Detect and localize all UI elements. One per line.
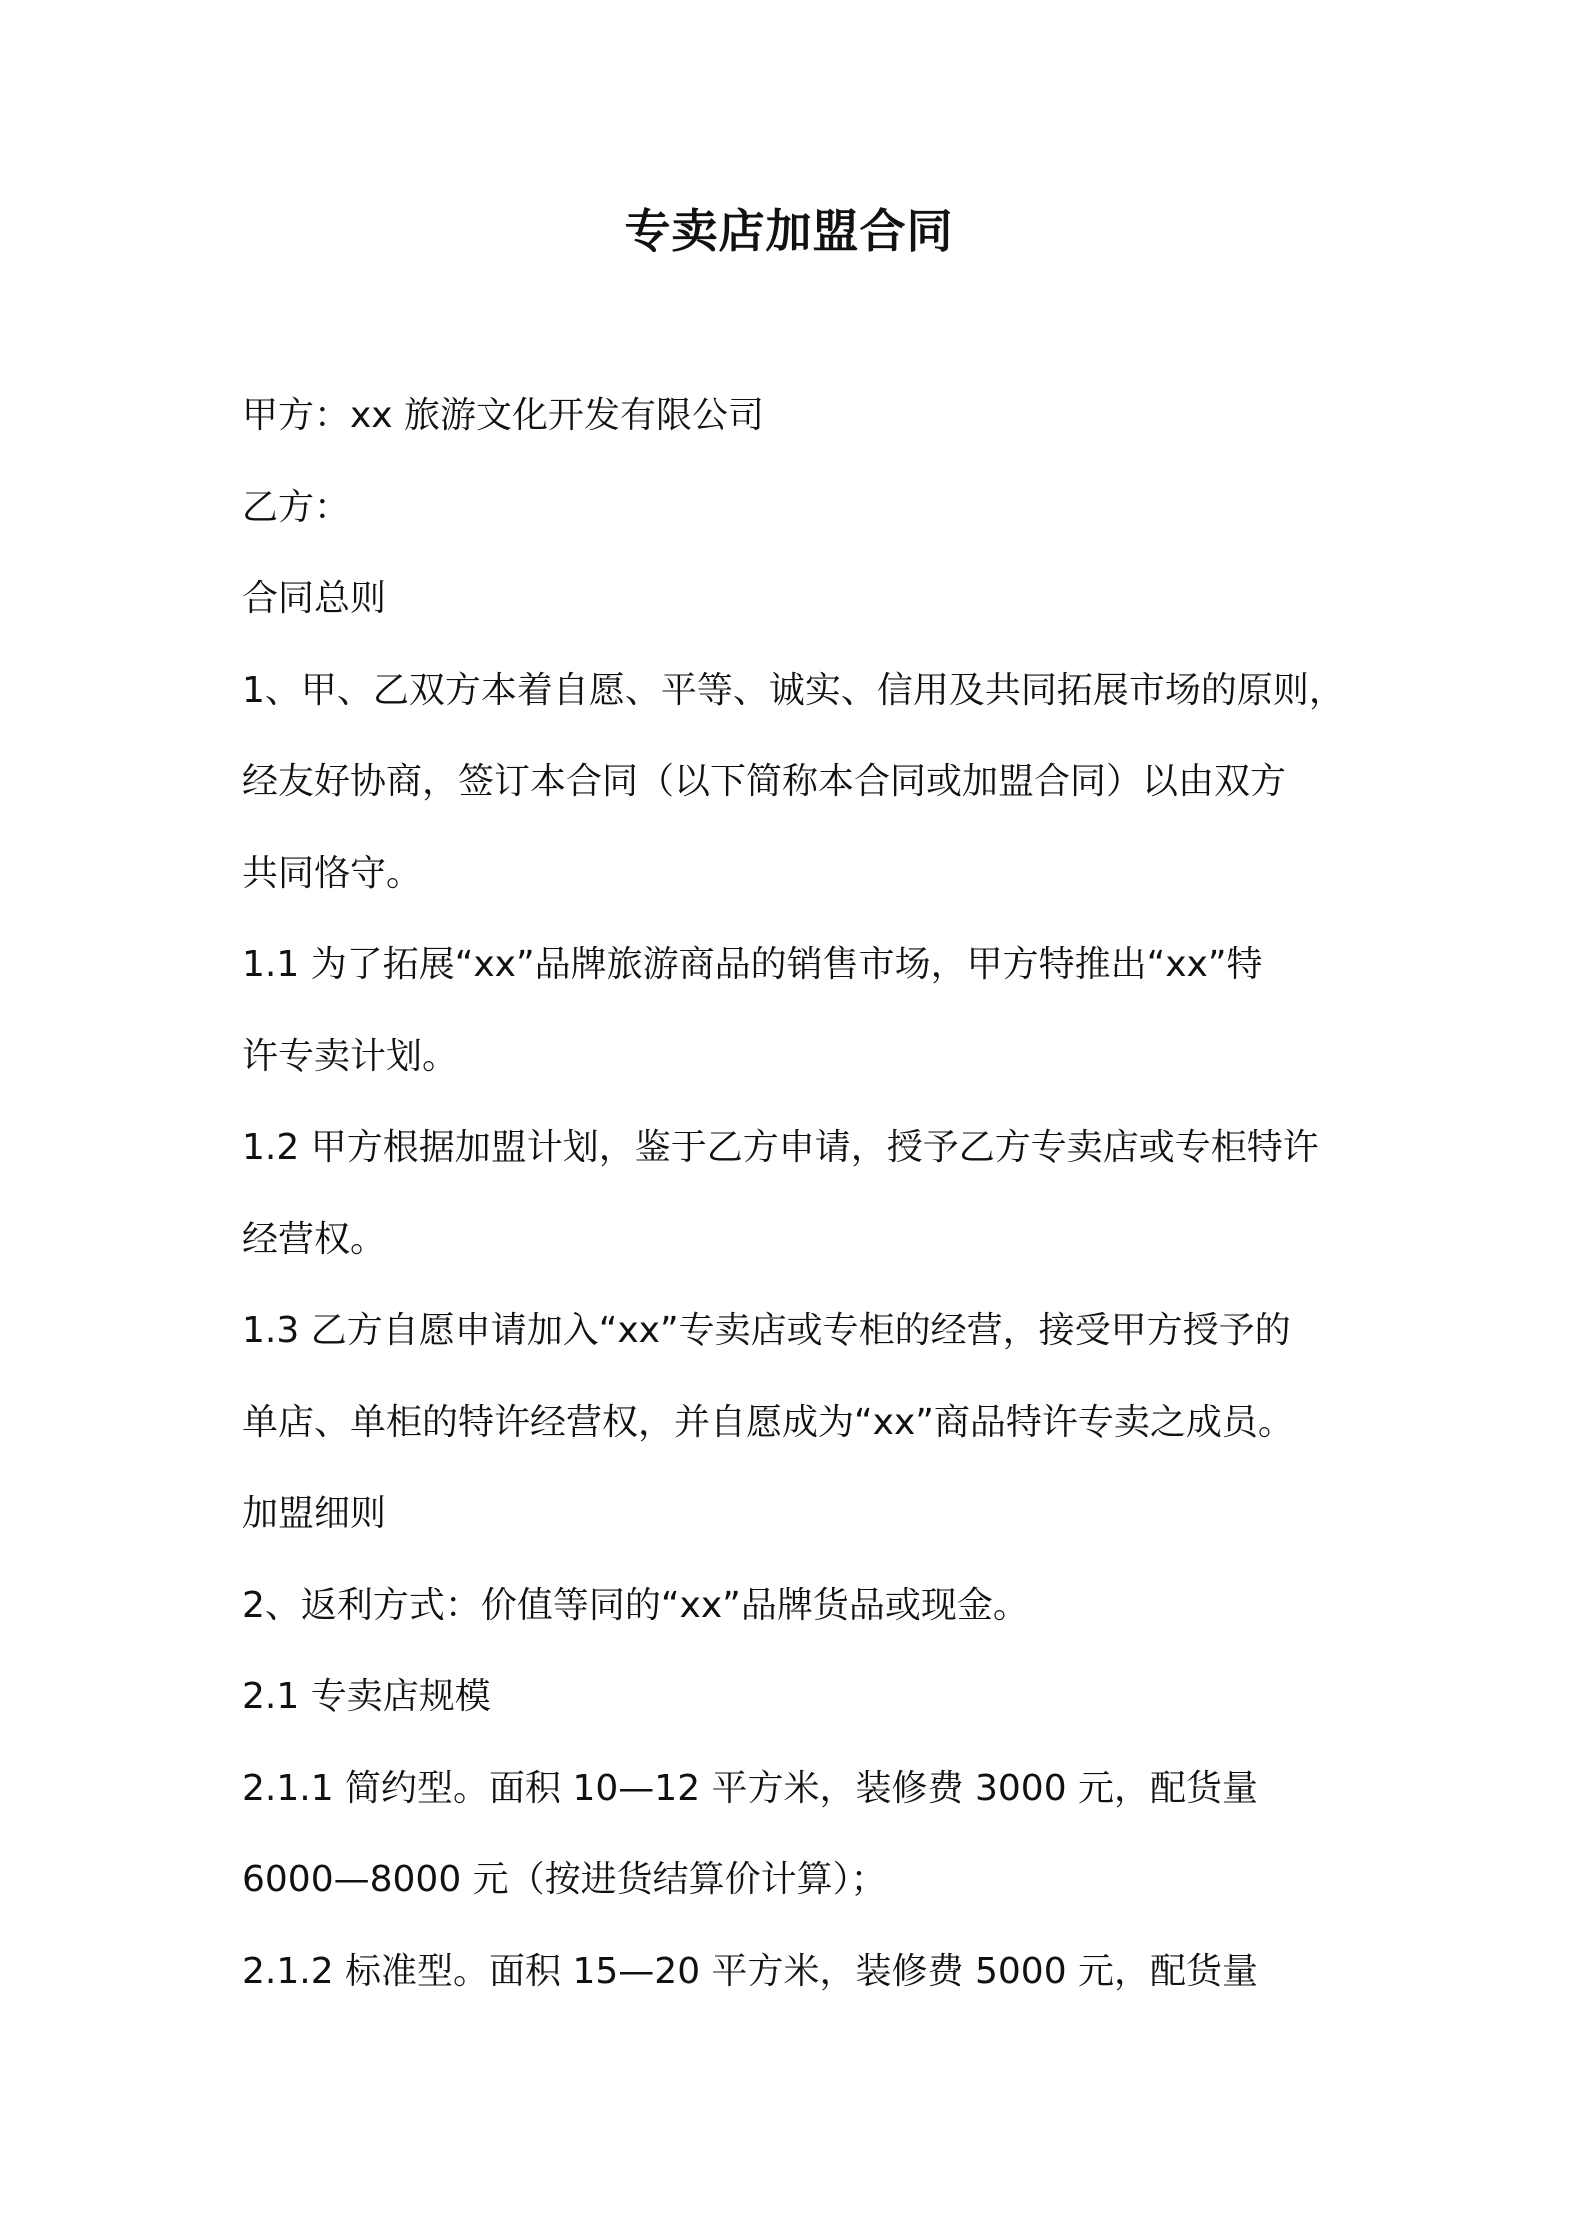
paragraph-line: 1.3 乙方自愿申请加入“xx”专卖店或专柜的经营，接受甲方授予的 [242,1310,1291,1351]
paragraph-line: 2.1.2 标准型。面积 15—20 平方米，装修费 5000 元，配货量 [242,1951,1259,1992]
paragraph-line: 1、甲、乙双方本着自愿、平等、诚实、信用及共同拓展市场的原则， [242,670,1345,711]
paragraph-line: 单店、单柜的特许经营权，并自愿成为“xx”商品特许专卖之成员。 [242,1402,1294,1443]
paragraph-line: 经营权。 [242,1219,387,1260]
paragraph-line: 6000—8000 元（按进货结算价计算）； [242,1859,887,1900]
paragraph-line: 1.1 为了拓展“xx”品牌旅游商品的销售市场，甲方特推出“xx”特 [242,944,1263,985]
party-a-line: 甲方：xx 旅游文化开发有限公司 [242,395,765,436]
section-heading-details: 加盟细则 [242,1493,387,1534]
paragraph-line: 2.1 专卖店规模 [242,1676,491,1717]
paragraph-line: 共同恪守。 [242,853,423,894]
paragraph-line: 1.2 甲方根据加盟计划，鉴于乙方申请，授予乙方专卖店或专柜特许 [242,1127,1319,1168]
paragraph-line: 经友好协商，签订本合同（以下简称本合同或加盟合同）以由双方 [242,761,1287,802]
paragraph-line: 许专卖计划。 [242,1036,459,1077]
section-heading-general: 合同总则 [242,578,387,619]
document-title: 专卖店加盟合同 [624,204,954,258]
paragraph-line: 2、返利方式：价值等同的“xx”品牌货品或现金。 [242,1585,1029,1626]
party-b-line: 乙方： [242,487,351,528]
paragraph-line: 2.1.1 简约型。面积 10—12 平方米，装修费 3000 元，配货量 [242,1768,1259,1809]
